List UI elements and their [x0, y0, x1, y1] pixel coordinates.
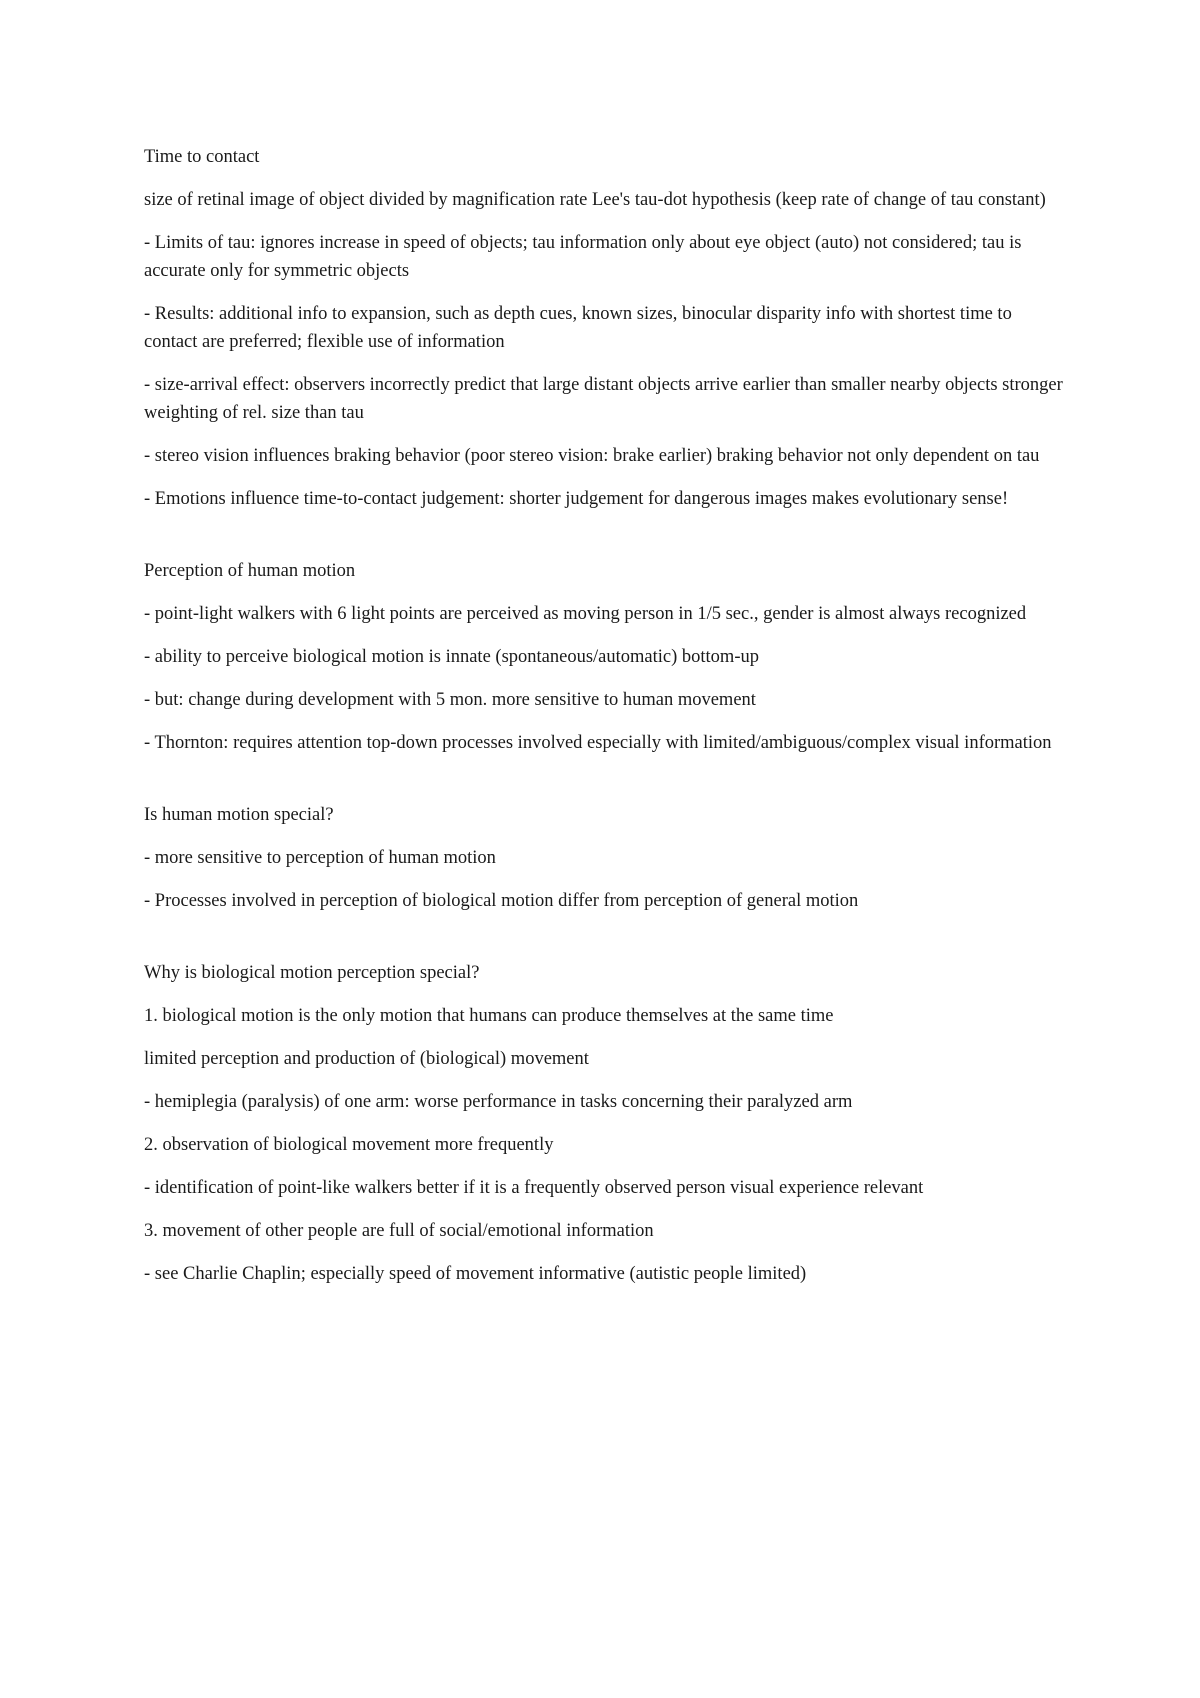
paragraph: 1. biological motion is the only motion that humans can produce themselves at the same time	[144, 1006, 834, 1026]
paragraph: - point-light walkers with 6 light points are perceived as moving person in 1/5 sec., gender is almost always recognized	[144, 604, 1027, 624]
paragraph: - stereo vision influences braking behavior (poor stereo vision: brake earlier) braking behavior not only dependent on tau	[144, 446, 1040, 466]
paragraph: - see Charlie Chaplin; especially speed of movement informative (autistic people limited)	[144, 1264, 807, 1284]
section-heading: Is human motion special?	[144, 805, 334, 825]
paragraph: limited perception and production of (biological) movement	[144, 1049, 589, 1069]
paragraph: - Thornton: requires attention top-down processes involved especially with limited/ambiguous/complex visual information	[144, 733, 1052, 753]
section-time-to-contact	[144, 143, 1064, 513]
document-body	[144, 143, 1064, 1288]
section-heading: Why is biological motion perception special?	[144, 963, 480, 983]
paragraph: - Processes involved in perception of biological motion differ from perception of general motion	[144, 891, 859, 911]
paragraph: - identification of point-like walkers better if it is a frequently observed person visual experience relevant	[144, 1178, 924, 1198]
section-is-human-motion-special	[144, 801, 1064, 915]
section-heading: Perception of human motion	[144, 561, 356, 581]
paragraph: - more sensitive to perception of human motion	[144, 848, 496, 868]
paragraph: 3. movement of other people are full of social/emotional information	[144, 1221, 654, 1241]
section-heading: Time to contact	[144, 147, 260, 167]
paragraph: - Emotions influence time-to-contact judgement: shorter judgement for dangerous images makes evolutionary sense!	[144, 489, 1009, 509]
section-perception-of-human-motion	[144, 557, 1064, 757]
paragraph: size of retinal image of object divided by magnification rate Lee's tau-dot hypothesis (keep rate of change of tau constant)	[144, 190, 1046, 210]
paragraph: 2. observation of biological movement more frequently	[144, 1135, 554, 1155]
paragraph: - but: change during development with 5 mon. more sensitive to human movement	[144, 690, 756, 710]
paragraph: - Limits of tau: ignores increase in speed of objects; tau information only about eye object (auto) not considered; tau is accurate only for symmetric objects	[144, 233, 1022, 281]
paragraph: - hemiplegia (paralysis) of one arm: worse performance in tasks concerning their paralyzed arm	[144, 1092, 853, 1112]
paragraph: - size-arrival effect: observers incorrectly predict that large distant objects arrive earlier than smaller nearby objects stronger weighting of rel. size than tau	[144, 375, 1063, 423]
paragraph: - ability to perceive biological motion is innate (spontaneous/automatic) bottom-up	[144, 647, 759, 667]
paragraph: - Results: additional info to expansion, such as depth cues, known sizes, binocular disparity info with shortest time to contact are preferred; flexible use of information	[144, 304, 1012, 352]
section-why-biological-motion-special	[144, 959, 1064, 1288]
